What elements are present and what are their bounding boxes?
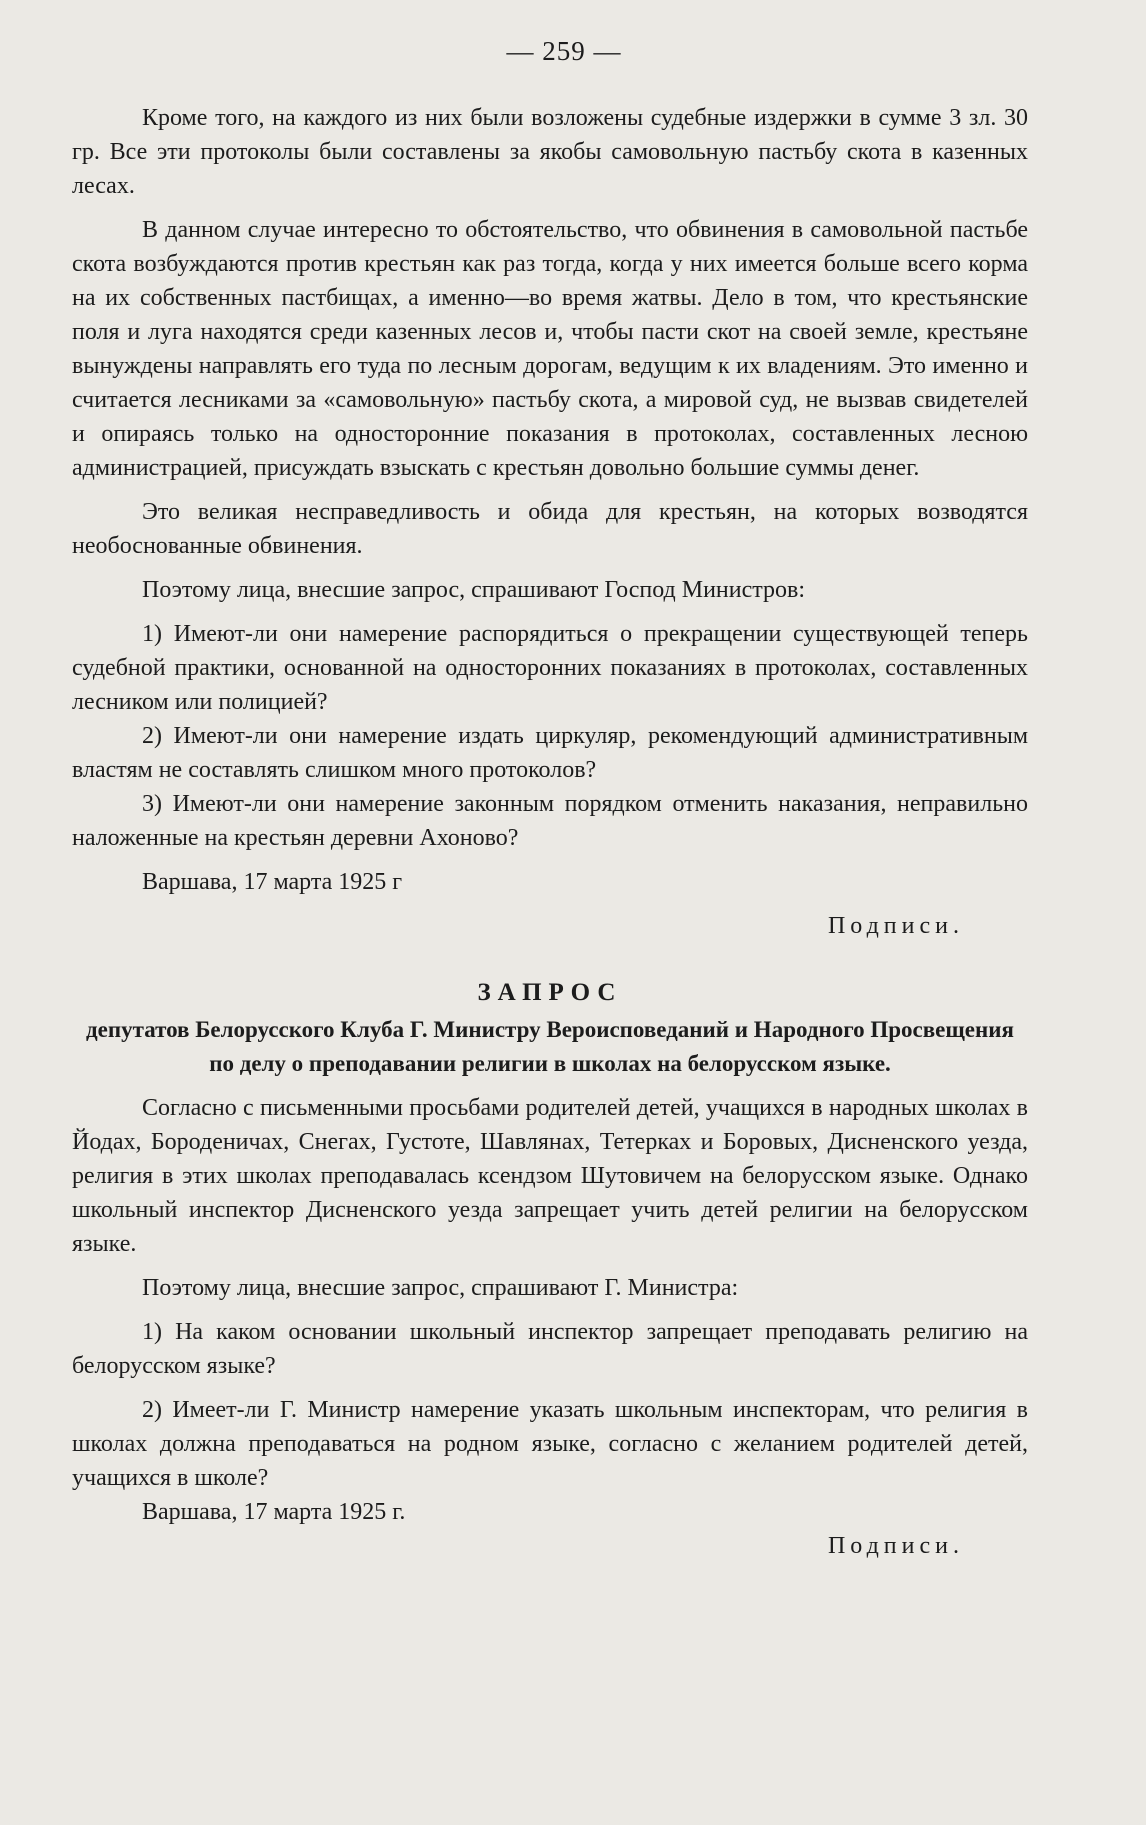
paragraph: Согласно с письменными просьбами родителей детей, учащихся в народных школах в Йодах, Бороденичах, Снегах, Густоте, Шавлянах, Тетерках и Боровых, Дисненского уезда, религия в этих школах преподавалась ксендзом Шутовичем на белорусском языке. Однако школьный инспектор Дисненского уезда запрещает учить детей религии на белорусском языке. bbox=[72, 1095, 1028, 1257]
section-subtitle: депутатов Белорусского Клуба Г. Министру Вероисповеданий и Народного Просвещения по делу о преподавании религии в школах на белорусском языке. bbox=[86, 1017, 1014, 1076]
question-item: 1) Имеют-ли они намерение распорядиться о прекращении существующей теперь судебной практики, основанной на односторонних показаниях в протоколах, составленных лесником или полицией? bbox=[72, 621, 1028, 715]
signatures: Подписи. bbox=[827, 1533, 964, 1559]
question-item: 2) Имеют-ли они намерение издать циркуляр, рекомендующий административным властям не составлять слишком много протоколов? bbox=[72, 723, 1028, 783]
paragraph: Кроме того, на каждого из них были возложены судебные издержки в сумме 3 зл. 30 гр. Все эти протоколы были составлены за якобы самовольную пастьбу скота в казенных лесах. bbox=[72, 105, 1028, 199]
place-date: Варшава, 17 марта 1925 г bbox=[142, 869, 403, 895]
paragraph: Это великая несправедливость и обида для крестьян, на которых возводятся необоснованные обвинения. bbox=[72, 499, 1028, 559]
paragraph: Поэтому лица, внесшие запрос, спрашивают Г. Министра: bbox=[142, 1275, 739, 1301]
page-number: — 259 — bbox=[506, 36, 622, 66]
question-item: 1) На каком основании школьный инспектор запрещает преподавать религию на белорусском языке? bbox=[72, 1319, 1028, 1379]
section-title: ЗАПРОС bbox=[477, 979, 623, 1006]
question-item: 2) Имеет-ли Г. Министр намерение указать школьным инспекторам, что религия в школах должна преподаваться на родном языке, согласно с желанием родителей детей, учащихся в школе? bbox=[72, 1397, 1028, 1491]
page-content bbox=[72, 36, 1028, 1563]
paragraph: В данном случае интересно то обстоятельство, что обвинения в самовольной пастьбе скота возбуждаются против крестьян как раз тогда, когда у них имеется больше всего корма на их собственных пастбищах, а именно—во время жатвы. Дело в том, что крестьянские поля и луга находятся среди казенных лесов и, чтобы пасти скот на своей земле, крестьяне вынуждены направлять его туда по лесным дорогам, ведущим к их владениям. Это именно и считается лесниками за «самовольную» пастьбу скота, а мировой суд, не вызвав свидетелей и опираясь только на односторонние показания в протоколах, составленных лесною администрацией, присуждать взыскать с крестьян довольно большие суммы денег. bbox=[72, 217, 1028, 481]
question-item: 3) Имеют-ли они намерение законным порядком отменить наказания, неправильно наложенные на крестьян деревни Ахоново? bbox=[72, 791, 1028, 851]
place-date: Варшава, 17 марта 1925 г. bbox=[142, 1499, 406, 1525]
signatures: Подписи. bbox=[827, 913, 964, 939]
paragraph: Поэтому лица, внесшие запрос, спрашивают Господ Министров: bbox=[142, 577, 806, 603]
